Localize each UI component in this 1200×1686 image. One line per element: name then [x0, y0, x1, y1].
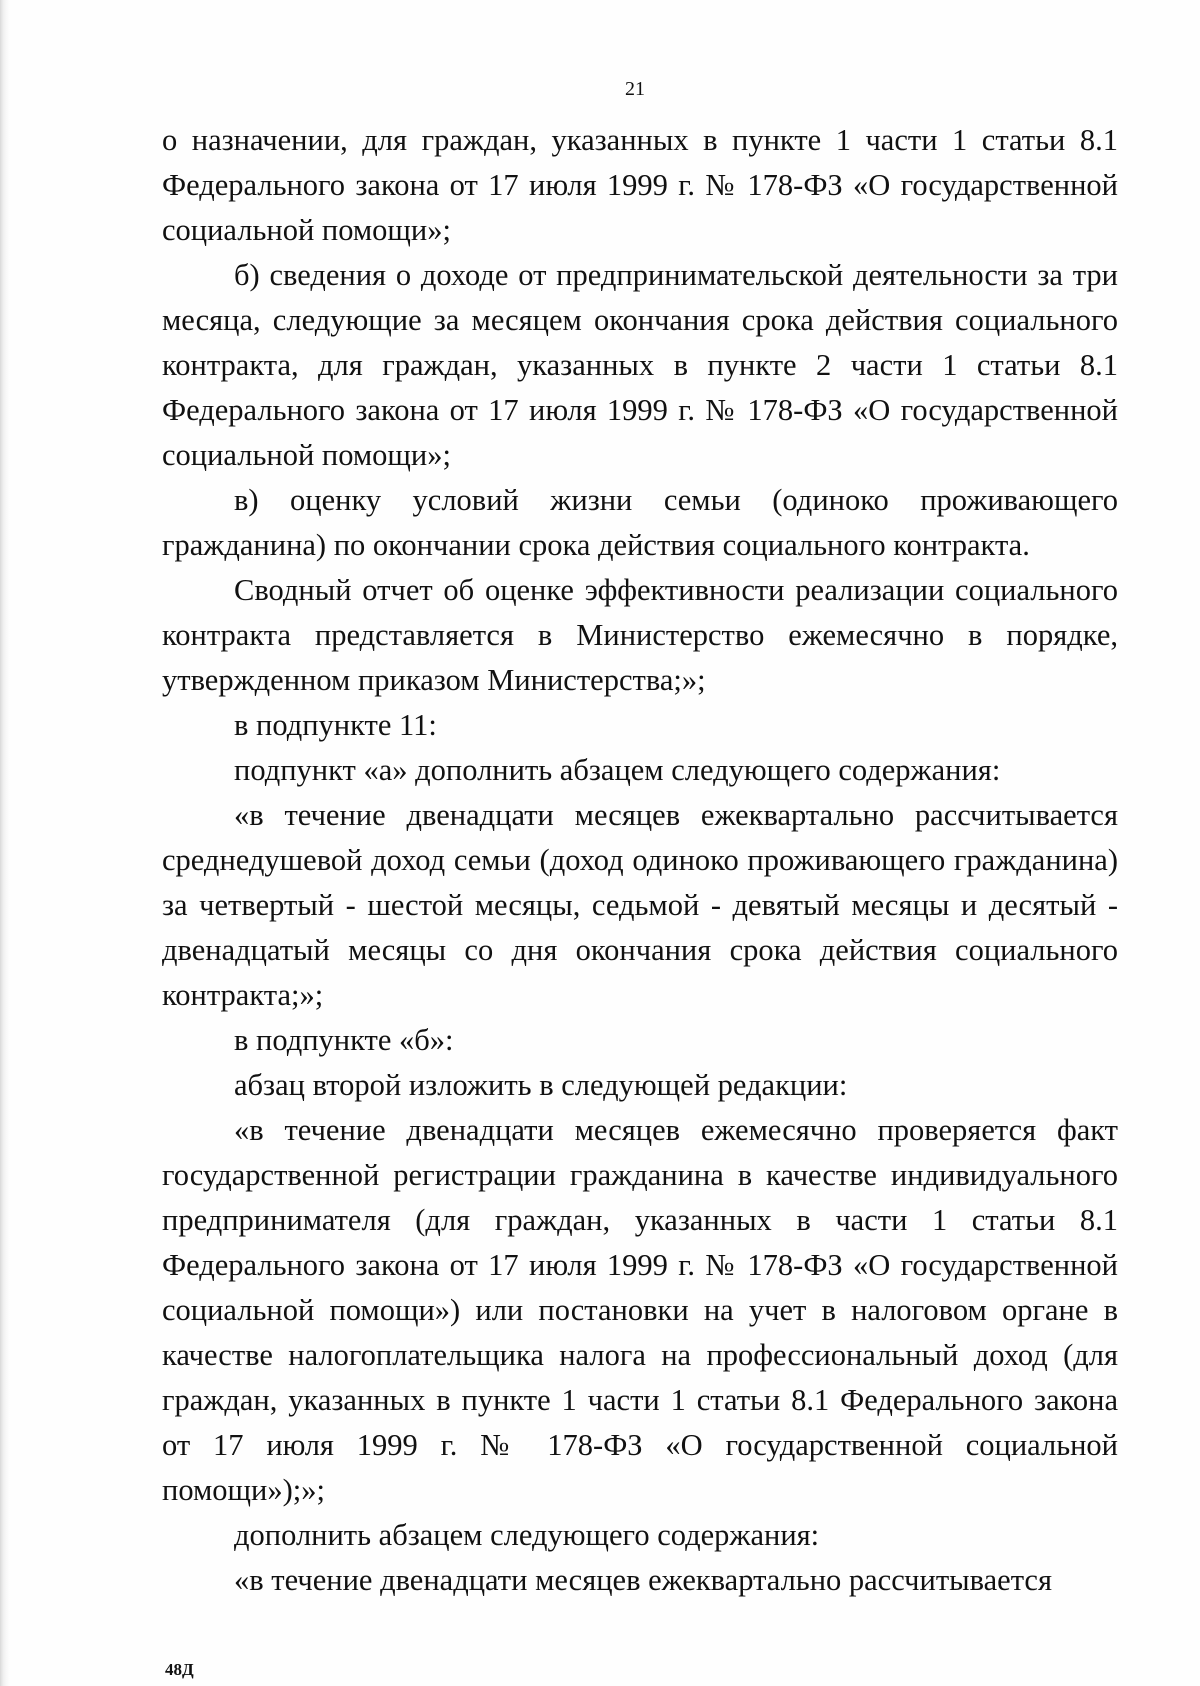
document-body: [162, 118, 1118, 1603]
paragraph-item-v: в) оценку условий жизни семьи (одиноко проживающего гражданина) по окончании срока действия социального контракта.: [162, 483, 1118, 562]
paragraph-second-para: абзац второй изложить в следующей редакции:: [234, 1068, 848, 1102]
footer-code: 48Д: [165, 1660, 194, 1679]
paragraph-continuation: о назначении, для граждан, указанных в пункте 1 части 1 статьи 8.1 Федерального закона от 17 июля 1999 г. № 178-ФЗ «О государственной социальной помощи»;: [162, 123, 1118, 247]
paragraph-subpoint-a: подпункт «а» дополнить абзацем следующего содержания:: [234, 753, 1001, 787]
paragraph-quarterly-income: «в течение двенадцати месяцев ежеквартально рассчитывается среднедушевой доход семьи (доход одиноко проживающего гражданина) за четвертый - шестой месяцы, седьмой - девятый месяцы и десятый - двенадцатый месяцы со дня окончания срока действия социального контракта;»;: [162, 798, 1118, 1012]
paragraph-subpoint-11: в подпункте 11:: [234, 708, 437, 742]
scan-edge: [0, 0, 10, 1686]
paragraph-subpoint-b: в подпункте «б»:: [234, 1023, 454, 1057]
page-number: 21: [625, 78, 645, 100]
paragraph-summary-report: Сводный отчет об оценке эффективности реализации социального контракта представляется в Министерство ежемесячно в порядке, утвержденном приказом Министерства;»;: [162, 573, 1118, 697]
paragraph-monthly-check: «в течение двенадцати месяцев ежемесячно проверяется факт государственной регистрации гражданина в качестве индивидуального предпринимателя (для граждан, указанных в части 1 статьи 8.1 Федерального закона от 17 июля 1999 г. № 178-ФЗ «О государственной социальной помощи») или постановки на учет в налоговом органе в качестве налогоплательщика налога на профессиональный доход (для граждан, указанных в пункте 1 части 1 статьи 8.1 Федерального закона от 17 июля 1999 г. № 178-ФЗ «О государственной социальной помощи»);»;: [162, 1113, 1118, 1507]
paragraph-item-b: б) сведения о доходе от предпринимательской деятельности за три месяца, следующие за месяцем окончания срока действия социального контракта, для граждан, указанных в пункте 2 части 1 статьи 8.1 Федерального закона от 17 июля 1999 г. № 178-ФЗ «О государственной социальной помощи»;: [162, 258, 1118, 472]
paragraph-quarterly-start: «в течение двенадцати месяцев ежеквартально рассчитывается: [234, 1563, 1052, 1597]
paragraph-supplement: дополнить абзацем следующего содержания:: [234, 1518, 820, 1552]
